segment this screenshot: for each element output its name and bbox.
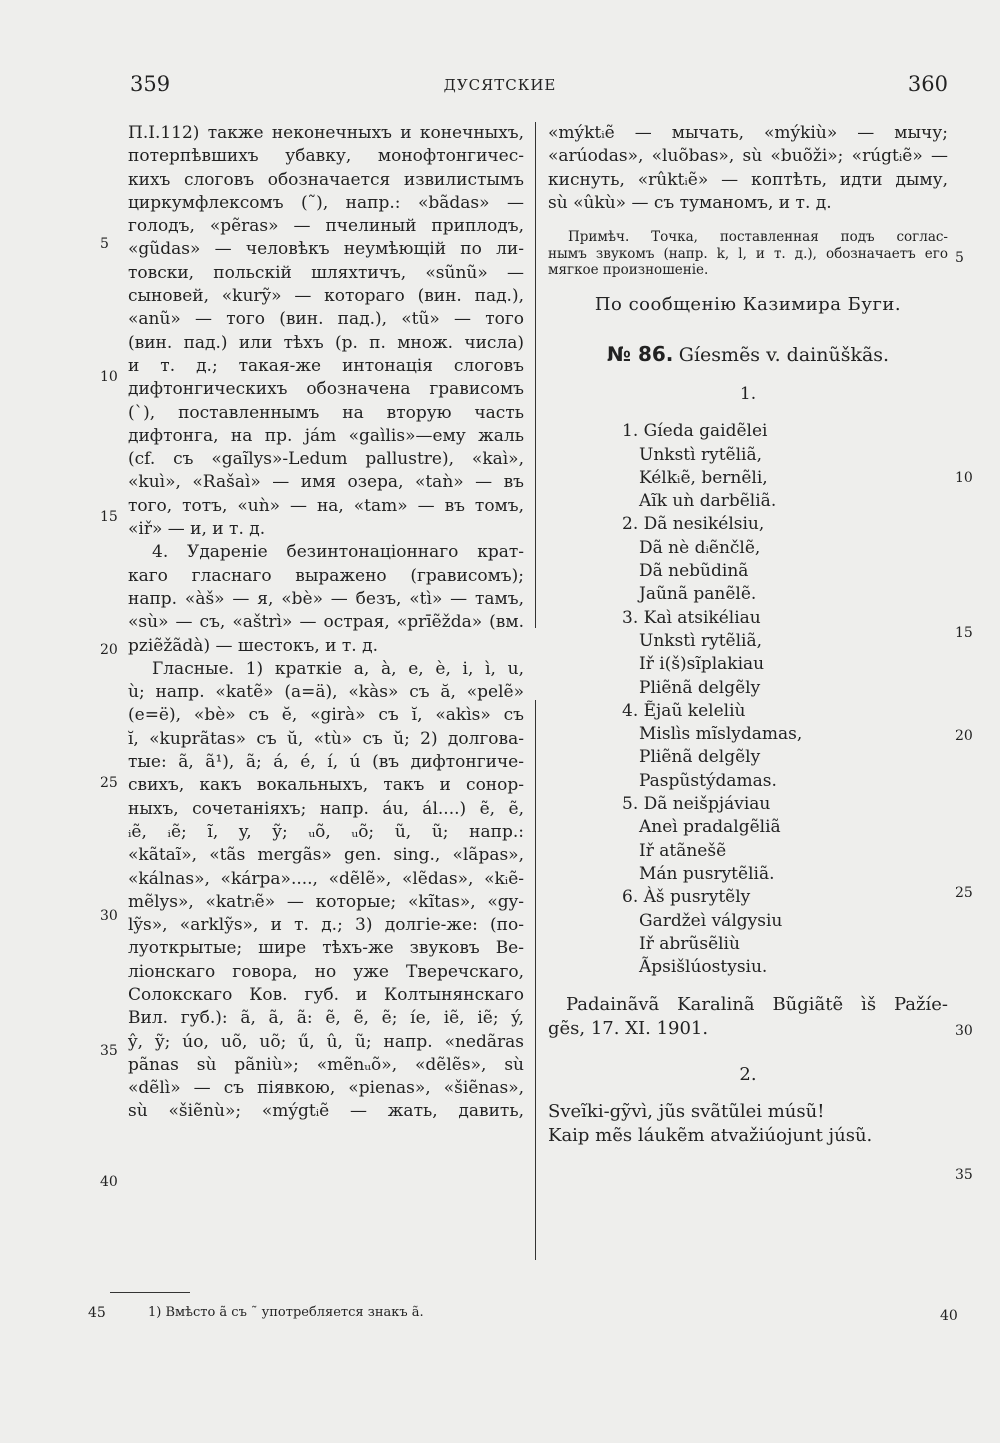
column-divider — [535, 700, 536, 1260]
poem-line: Pliẽnã delgẽly — [639, 677, 761, 698]
poem-line: Pliẽnã delgẽly — [639, 747, 761, 768]
poem-line: 1. Gíeda gaidẽlei — [622, 421, 768, 442]
text-line: «arúodas», «luõbas», sù «buõži»; «rúgtᵢẽ» — — [548, 146, 948, 167]
text-line: лiонскаго говора, но уже Тверечскаго, — [128, 961, 524, 982]
running-title: ДУСЯТСКИЕ — [443, 76, 557, 94]
text-line: «kãtaĩ», «tãs mergãs» gen. sing., «lãpas», — [128, 845, 524, 866]
text-line: (`), поставленнымъ на вторую часть — [128, 402, 524, 423]
line-number: 30 — [955, 1023, 973, 1039]
text-line: напр. «àš» — я, «bè» — безъ, «tì» — тамъ, — [128, 588, 524, 609]
text-line: sù «ûkù» — съ туманомъ, и т. д. — [548, 192, 832, 213]
poem-line: 5. Dã neišpjáviau — [622, 794, 771, 815]
text-line: «kuì», «Rašaì» — имя озера, «taǹ» — въ — [128, 472, 524, 493]
note-line: Примѣч. Точка, поставленная подъ соглас- — [568, 229, 948, 246]
line-number: 35 — [100, 1043, 118, 1059]
text-line: луоткрытые; шире тѣхъ-же звуковъ Ве- — [128, 938, 524, 959]
footnote: 1) Вмѣсто ã съ ˜ употребляется знакъ ã. — [148, 1305, 424, 1320]
line-number: 20 — [100, 642, 118, 658]
line-number: 25 — [955, 885, 973, 901]
text-line: ŷ, ỹ; úo, uõ, uõ; ű, û, ũ; напр. «nedãras — [128, 1031, 524, 1052]
text-line: ᵢẽ, ᵢẽ; ĩ, y, ỹ; ᵤõ, ᵤõ; ũ, ũ; напр.: — [128, 821, 524, 842]
text-line: «iř» — и, и т. д. — [128, 519, 266, 540]
poem-line: Unkstì rytẽliã, — [639, 630, 763, 651]
text-line: тые: ã, ã¹), ã; á, é, í, ú (въ дифтонгиче- — [128, 752, 524, 773]
text-line: «kálnas», «kárpa»...., «dẽlẽ», «lẽdas», «kᵢẽ- — [128, 868, 524, 889]
text-line: и т. д.; такая-же интонація слоговъ — [128, 355, 524, 376]
text-line: pãnas sù pãniù»; «mẽnᵤõ», «dẽlẽs», sù — [128, 1054, 524, 1075]
note-line: нымъ звукомъ (напр. k, l, и т. д.), обозначаетъ его — [548, 245, 948, 262]
text-line: Солокскаго Ков. губ. и Колтынянскаго — [128, 984, 524, 1005]
text-line: lỹs», «arklỹs», и т. д.; 3) долгіе-же: (по- — [128, 915, 524, 936]
page-number-right: 360 — [907, 72, 948, 96]
text-line: (e=ë), «bè» съ ĕ, «girà» съ ĭ, «akìs» съ — [128, 705, 524, 726]
poem-line: Iř i(š)sĩplakiau — [639, 654, 765, 675]
song-label: 1. — [739, 383, 757, 404]
poem-line: Mislìs mĩslydamas, — [639, 724, 803, 745]
text-line: товски, польскій шляхтичъ, «sũnũ» — — [128, 262, 524, 283]
attribution-line: Padainãvã Karalinã Bũgiãtẽ ìš Pažíe- — [566, 994, 948, 1016]
text-line: свихъ, какъ вокальныхъ, такъ и сонор- — [128, 775, 524, 796]
poem-line: Dã nebũdinã — [639, 561, 749, 582]
poem-line: Jaũnã panẽlẽ. — [639, 584, 757, 605]
poem-line: 4. Ẽjaũ keleliù — [622, 700, 746, 721]
text-line: дифтонгическихъ обозначена грависомъ — [128, 379, 524, 400]
line-number: 15 — [955, 625, 973, 641]
footnote-rule — [110, 1292, 190, 1293]
poem-line: Dã nè dᵢẽnčlẽ, — [639, 537, 761, 558]
text-line: кихъ слоговъ обозначается извилистымъ — [128, 169, 524, 190]
right-column — [548, 122, 948, 1147]
poem-line: Iř abrũsẽliù — [639, 933, 740, 954]
poem-line: Mán pusrytẽliã. — [639, 863, 775, 884]
text-line: ныхъ, сочетаніяхъ; напр. áu, ál....) ẽ, ẽ, — [128, 798, 524, 819]
line-number: 5 — [100, 236, 109, 252]
text-line: 4. Удареніе безинтонаціоннаго крат- — [152, 542, 524, 563]
line-number: 40 — [940, 1308, 958, 1324]
left-column — [128, 122, 524, 1124]
poem-line: Unkstì rytẽliã, — [639, 444, 763, 465]
line-number: 20 — [955, 728, 973, 744]
text-line: «sù» — съ, «aštrì» — острая, «prīẽžda» (вм. — [128, 612, 524, 633]
line-number: 25 — [100, 775, 118, 791]
poem-line: 2. Dã nesikélsiu, — [622, 514, 765, 535]
line-number: 30 — [100, 908, 118, 924]
text-line: потерпѣвшихъ убавку, монофтонгичес- — [128, 146, 524, 167]
text-line: сыновей, «kurỹ» — котораго (вин. пад.), — [128, 286, 524, 307]
text-line: П.І.112) также неконечныхъ и конечныхъ, — [128, 123, 524, 143]
line-number: 35 — [955, 1167, 973, 1183]
page-number-left: 359 — [130, 72, 171, 96]
text-line: дифтонга, на пр. jám «gaìlis»—ему жаль — [128, 425, 524, 446]
note-line: мягкое произношеніе. — [548, 262, 709, 279]
column-divider — [535, 122, 536, 628]
poem-line: Paspũstýdamas. — [639, 770, 777, 791]
text-line: «mýktᵢẽ — мычать, «mýkiù» — мычу; — [548, 123, 948, 143]
section-number: № 86. — [606, 341, 674, 366]
line-number: 45 — [88, 1305, 106, 1321]
text-line: ù; напр. «katẽ» (a=ä), «kàs» съ ă, «pelẽ» — [128, 682, 524, 703]
poem-line: Ãpsišlúostysiu. — [639, 957, 768, 978]
song-label: 2. — [739, 1064, 757, 1085]
poem-line: 3. Kaì atsikéliau — [622, 607, 761, 628]
text-line: каго гласнаго выражено (грависомъ); — [128, 565, 524, 586]
attribution-line: gẽs, 17. XI. 1901. — [548, 1017, 709, 1039]
text-line: Вил. губ.): ã, ã, ã: ẽ, ẽ, ẽ; íe, iẽ, iẽ; ý, — [128, 1008, 524, 1029]
section-heading — [548, 339, 948, 369]
line-number: 10 — [100, 369, 118, 385]
line-number: 5 — [955, 250, 964, 266]
line-number: 40 — [100, 1174, 118, 1190]
text-line: «dẽlì» — съ піявкою, «pienas», «šiẽnas», — [128, 1078, 524, 1099]
text-line: циркумфлексомъ (˜), напр.: «bãdas» — — [128, 192, 524, 213]
text-line: (cf. съ «gaĩlys»-Ledum pallustre), «kaì», — [128, 449, 524, 470]
line-number: 10 — [955, 470, 973, 486]
text-line: ĭ, «kuprãtas» съ ŭ, «tù» съ ŭ; 2) долгова- — [128, 728, 524, 749]
line-number: 15 — [100, 509, 118, 525]
text-line: (вин. пад.) или тѣхъ (р. п. множ. числа) — [128, 332, 524, 353]
text-line: киснуть, «rûktᵢẽ» — коптѣть, идти дыму, — [548, 169, 948, 190]
poem-line: Iř atãnešẽ — [639, 840, 727, 861]
text-line: sù «šiẽnù»; «mýgtᵢẽ — жать, давить, — [128, 1101, 524, 1122]
poem-line: Gardžeì válgysiu — [639, 910, 783, 931]
text-line: голодъ, «pẽras» — пчелиный приплодъ, — [128, 216, 524, 237]
poem-line: 6. Àš pusrytẽly — [622, 887, 751, 908]
poem-line: Aneì pradalgẽliã — [639, 817, 781, 838]
text-line: «anũ» — того (вин. пад.), «tũ» — того — [128, 309, 524, 330]
text-line: Гласные. 1) краткіе a, à, e, è, i, ì, u, — [152, 658, 524, 679]
poem-line: Aĩk uǹ darbẽliã. — [639, 491, 777, 512]
text-line: «gũdas» — человѣкъ неумѣющій по ли- — [128, 239, 524, 260]
poem — [622, 420, 948, 979]
text-line: того, тотъ, «uǹ» — на, «tam» — въ томъ, — [128, 495, 524, 516]
source-line: По сообщенію Казимира Буги. — [594, 293, 902, 315]
text-line: mẽlys», «katrᵢẽ» — которые; «kĩtas», «gy- — [128, 891, 524, 912]
text-line: pziẽžãdà) — шестокъ, и т. д. — [128, 635, 378, 656]
section-title: Gíesmẽs v. dainũškãs. — [678, 343, 890, 366]
poem-line: Sveĩki-gỹvì, jũs svãtũlei músũ! — [548, 1101, 825, 1123]
poem-line: Kaip mẽs láukẽm atvažiúojunt júsũ. — [548, 1124, 873, 1146]
poem-line: Kélkᵢẽ, bernẽli, — [639, 467, 768, 488]
